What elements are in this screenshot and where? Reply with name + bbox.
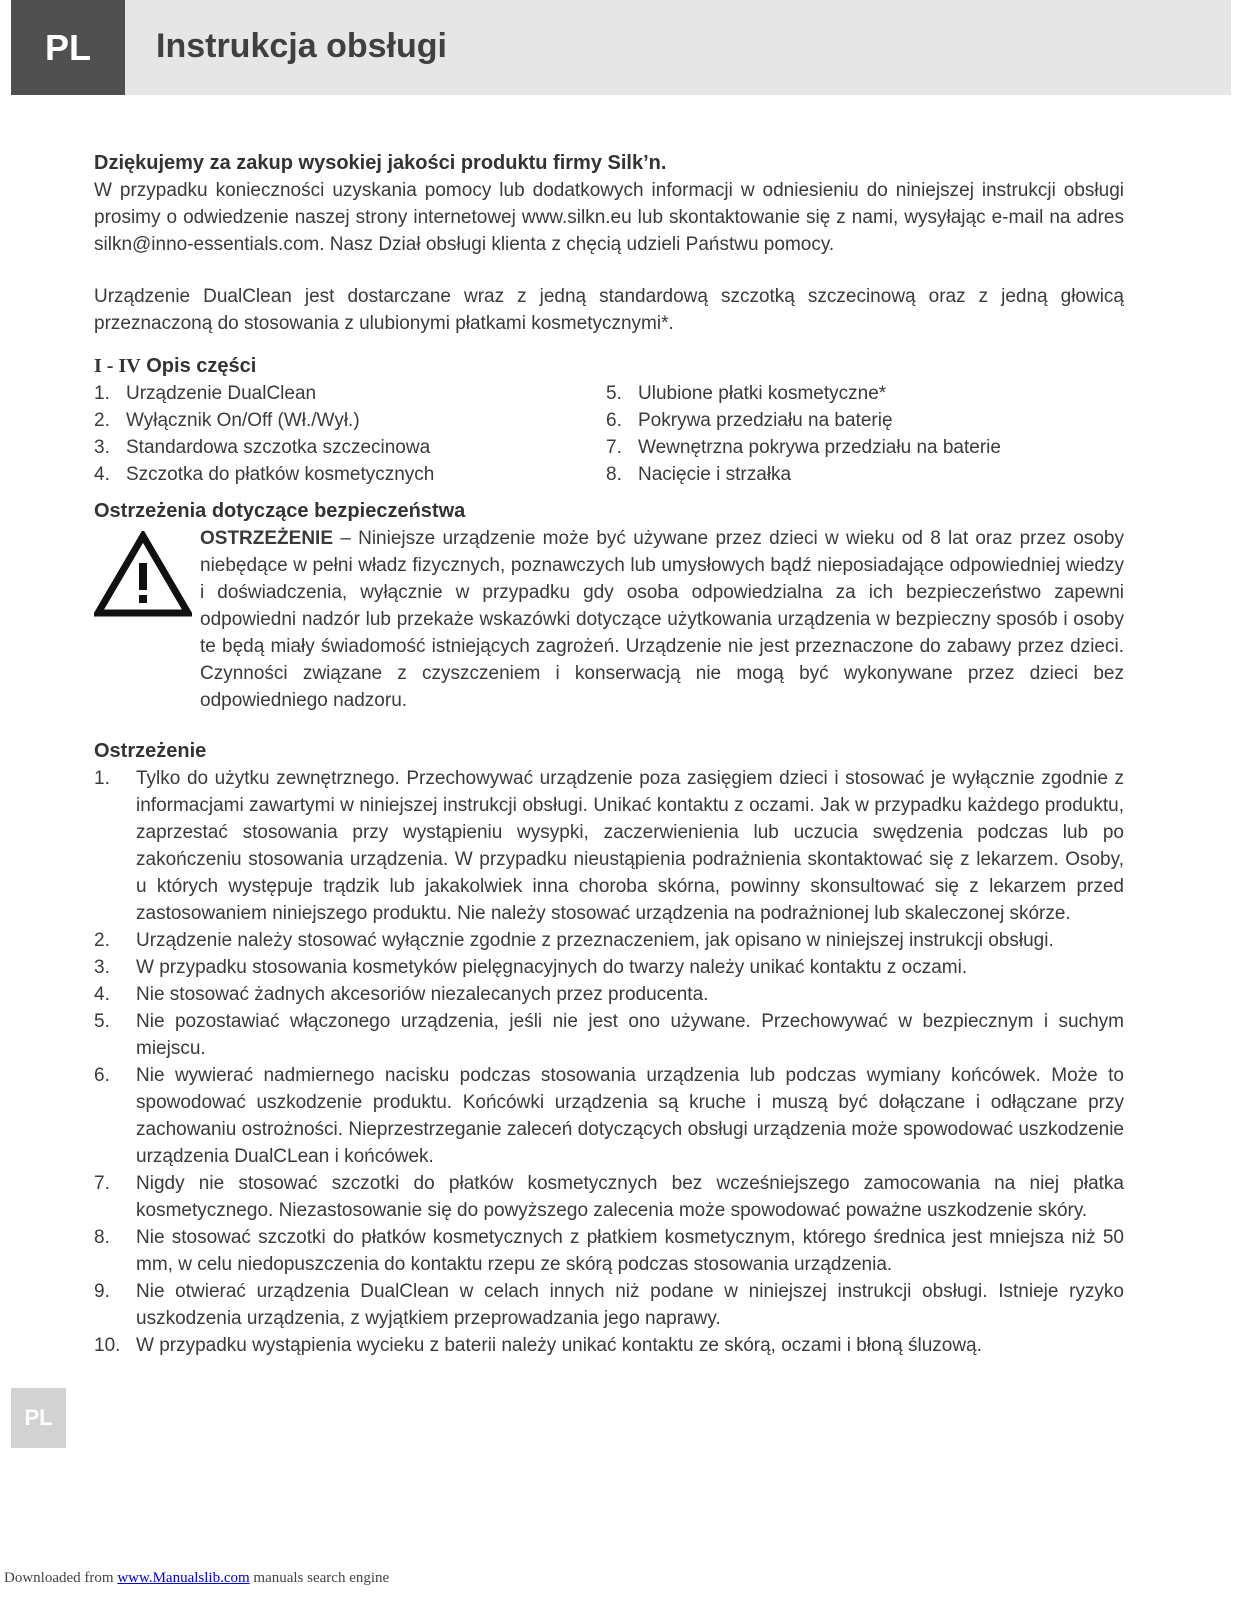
part-item: 5. Ulubione płatki kosmetyczne* xyxy=(606,383,887,404)
product-description: Urządzenie DualClean jest dostarczane wraz z jedną standardową szczotką szczecinową oraz z jedną głowicą przeznaczoną do stosowania z ulubionymi płatkami kosmetycznymi*. xyxy=(94,286,1124,334)
footer: Downloaded from www.Manualslib.com manuals search engine xyxy=(4,1570,390,1586)
parts-heading-text: Opis części xyxy=(146,355,257,377)
intro-heading: Dziękujemy za zakup wysokiej jakości produktu firmy Silk’n. xyxy=(94,152,667,174)
page-title: Instrukcja obsługi xyxy=(156,27,447,65)
warning-item: 9. Nie otwierać urządzenia DualClean w celach innych niż podane w niniejszej instrukcji obsługi. Istnieje ryzyko uszkodzenia urządzenia, z wyjątkiem przeprowadzania jego naprawy. xyxy=(94,1281,1124,1329)
warning-item: 6. Nie wywierać nadmiernego nacisku podczas stosowania urządzenia lub podczas wymiany końcówek. Może to spowodować uszkodzenie produktu. Końcówki urządzenia są kruche i muszą być dołączane i odłączane przy zachowaniu ostrożności. Nieprzestrzeganie zaleceń dotyczących obsługi urządzenia może spowodować uszkodzenie urządzenia DualCLean i końcówek. xyxy=(94,1065,1124,1167)
part-item: 3. Standardowa szczotka szczecinowa xyxy=(94,437,431,458)
part-item: 1. Urządzenie DualClean xyxy=(94,383,317,404)
parts-column-left xyxy=(94,380,606,488)
safety-warning xyxy=(94,525,1124,714)
safety-warning-text: OSTRZEŻENIE – Niniejsze urządzenie może być używane przez dzieci w wieku od 8 lat oraz przez osoby niebędące w pełni władz fizycznych, poznawczych lub umysłowych bądź nieposiadające odpowiedniej wiedzy i doświadczenia, wyłącznie w przypadku gdy osoba odpowiedzialna za ich bezpieczeństwo zapewni odpowiedni nadzór lub przekaże wskazówki dotyczące użytkowania urządzenia w bezpieczny sposób i osoby te będą miały świadomość istniejących zagrożeń. Urządzenie nie jest przeznaczone do zabawy przez dzieci. Czynności związane z czyszczeniem i konserwacją nie mogą być wykonywane przez dzieci bez odpowiedniego nadzoru. xyxy=(200,528,1124,711)
parts-column-right xyxy=(606,380,1124,488)
warning-item: 8. Nie stosować szczotki do płatków kosmetycznych z płatkiem kosmetycznym, którego średnica jest mniejsza niż 50 mm, w celu niedopuszczenia do kontaktu rzepu ze skórą podczas stosowania urządzenia. xyxy=(94,1227,1124,1275)
safety-heading: Ostrzeżenia dotyczące bezpieczeństwa xyxy=(94,500,466,522)
warning-label: OSTRZEŻENIE xyxy=(200,528,334,549)
parts-list xyxy=(94,380,1124,488)
warning-item: 4. Nie stosować żadnych akcesoriów niezalecanych przez producenta. xyxy=(94,984,709,1005)
part-item: 8. Nacięcie i strzałka xyxy=(606,464,792,485)
warning-triangle-icon xyxy=(94,531,192,617)
part-item: 2. Wyłącznik On/Off (Wł./Wył.) xyxy=(94,410,360,431)
warning-item: 2. Urządzenie należy stosować wyłącznie zgodnie z przeznaczeniem, jak opisano w niniejszej instrukcji obsługi. xyxy=(94,930,1054,951)
warning-item: 10. W przypadku wystąpienia wycieku z baterii należy unikać kontaktu ze skórą, oczami i błoną śluzową. xyxy=(94,1335,982,1356)
language-tab: PL xyxy=(11,0,125,95)
part-item: 6. Pokrywa przedziału na baterię xyxy=(606,410,893,431)
part-item: 4. Szczotka do płatków kosmetycznych xyxy=(94,464,435,485)
manualslib-link[interactable]: www.Manualslib.com xyxy=(117,1570,250,1586)
warning-item: 3. W przypadku stosowania kosmetyków pielęgnacyjnych do twarzy należy unikać kontaktu z oczami. xyxy=(94,957,968,978)
warning-item: 7. Nigdy nie stosować szczotki do płatków kosmetycznych bez wcześniejszego zamocowania na niej płatka kosmetycznego. Niezastosowanie się do powyższego zalecenia może spowodować poważne uszkodzenie skóry. xyxy=(94,1173,1124,1221)
warning-item: 5. Nie pozostawiać włączonego urządzenia, jeśli nie jest ono używane. Przechowywać w bezpiecznym i suchym miejscu. xyxy=(94,1011,1124,1059)
side-language-tab: PL xyxy=(11,1388,66,1448)
main-content xyxy=(94,150,1124,1359)
warning-item: 1. Tylko do użytku zewnętrznego. Przechowywać urządzenie poza zasięgiem dzieci i stosować je wyłącznie zgodnie z informacjami zawartymi w niniejszej instrukcji obsługi. Unikać kontaktu z oczami. Jak w przypadku każdego produktu, zaprzestać stosowania przy wystąpieniu wysypki, zaczerwienienia lub uczucia swędzenia podczas lub po zakończeniu stosowania urządzenia. W przypadku nieustąpienia podrażnienia skontaktować się z lekarzem. Osoby, u których występuje trądzik lub jakakolwiek inna choroba skórna, powinny skonsultować się z lekarzem przed zastosowaniem niniejszego produktu. Nie należy stosować urządzenia na podrażnionej lub skaleczonej skórze. xyxy=(94,768,1124,924)
warnings-list xyxy=(94,765,1124,1359)
warnings-heading: Ostrzeżenie xyxy=(94,740,207,762)
parts-roman-range: I - IV xyxy=(94,355,141,377)
part-item: 7. Wewnętrzna pokrywa przedziału na baterie xyxy=(606,437,1001,458)
parts-heading xyxy=(94,353,1124,380)
intro-paragraph: W przypadku konieczności uzyskania pomocy lub dodatkowych informacji w odniesieniu do niniejszej instrukcji obsługi prosimy o odwiedzenie naszej strony internetowej www.silkn.eu lub skontaktowanie się z nami, wysyłając e-mail na adres silkn@inno-essentials.com. Nasz Dział obsługi klienta z chęcią udzieli Państwu pomocy. xyxy=(94,180,1124,255)
